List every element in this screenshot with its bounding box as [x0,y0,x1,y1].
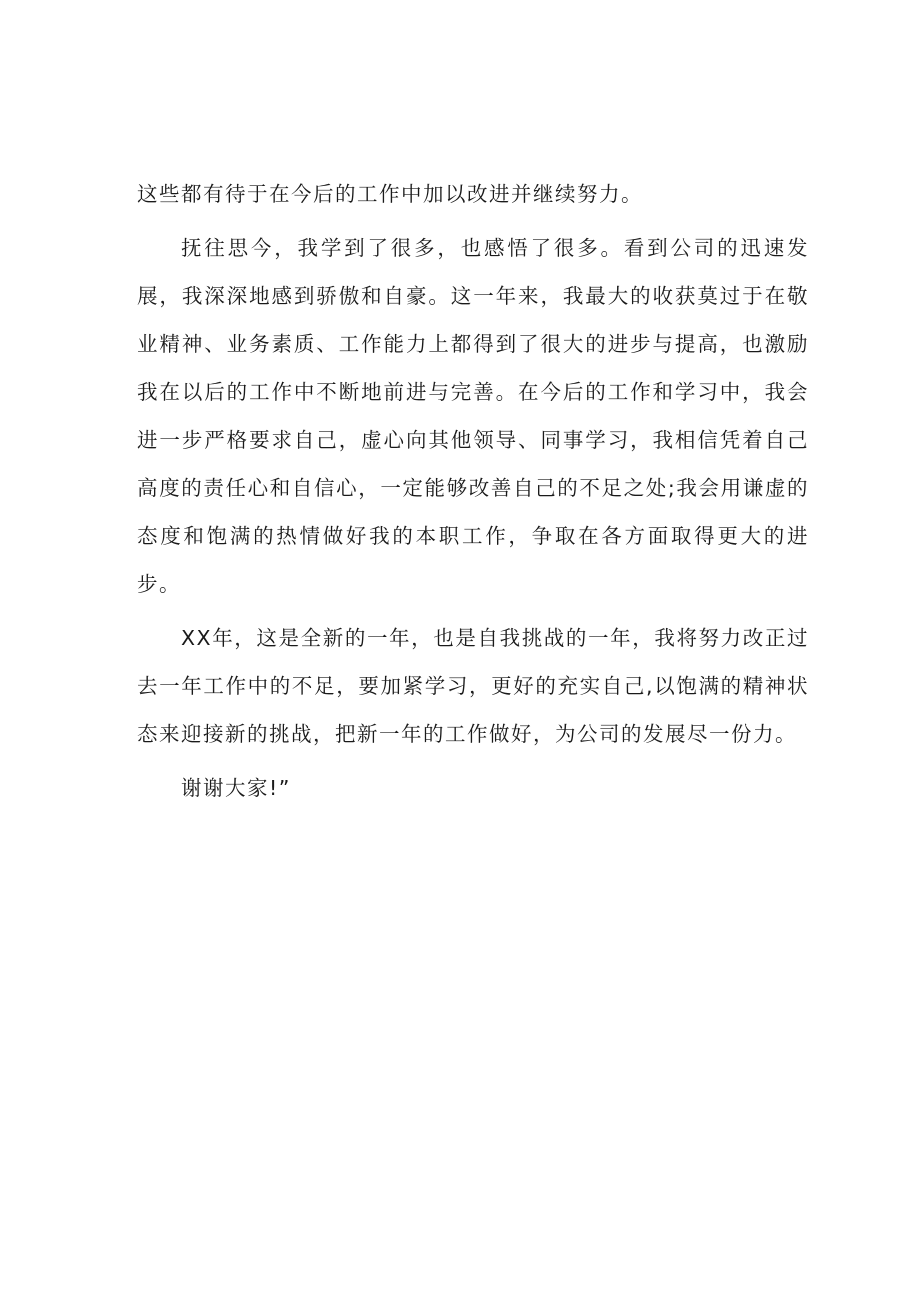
paragraph-new-year: XX年，这是全新的一年，也是自我挑战的一年，我将努力改正过去一年工作中的不足，要加紧学习，更好的充实自己,以饱满的精神状态来迎接新的挑战，把新一年的工作做好，为公司的发展尽一份力。 [137,626,809,746]
paragraph-reflection: 抚往思今，我学到了很多，也感悟了很多。看到公司的迅速发展，我深深地感到骄傲和自豪。这一年来，我最大的收获莫过于在敬业精神、业务素质、工作能力上都得到了很大的进步与提高，也激励我在以后的工作中不断地前进与完善。在今后的工作和学习中，我会进一步严格要求自己，虚心向其他领导、同事学习，我相信凭着自己高度的责任心和自信心，一定能够改善自己的不足之处;我会用谦虚的态度和饱满的热情做好我的本职工作，争取在各方面取得更大的进步。 [137,236,809,596]
document-body [137,170,809,818]
paragraph-continuation: 这些都有待于在今后的工作中加以改进并继续努力。 [137,182,643,206]
paragraph-closing-thanks: 谢谢大家!” [181,776,291,800]
